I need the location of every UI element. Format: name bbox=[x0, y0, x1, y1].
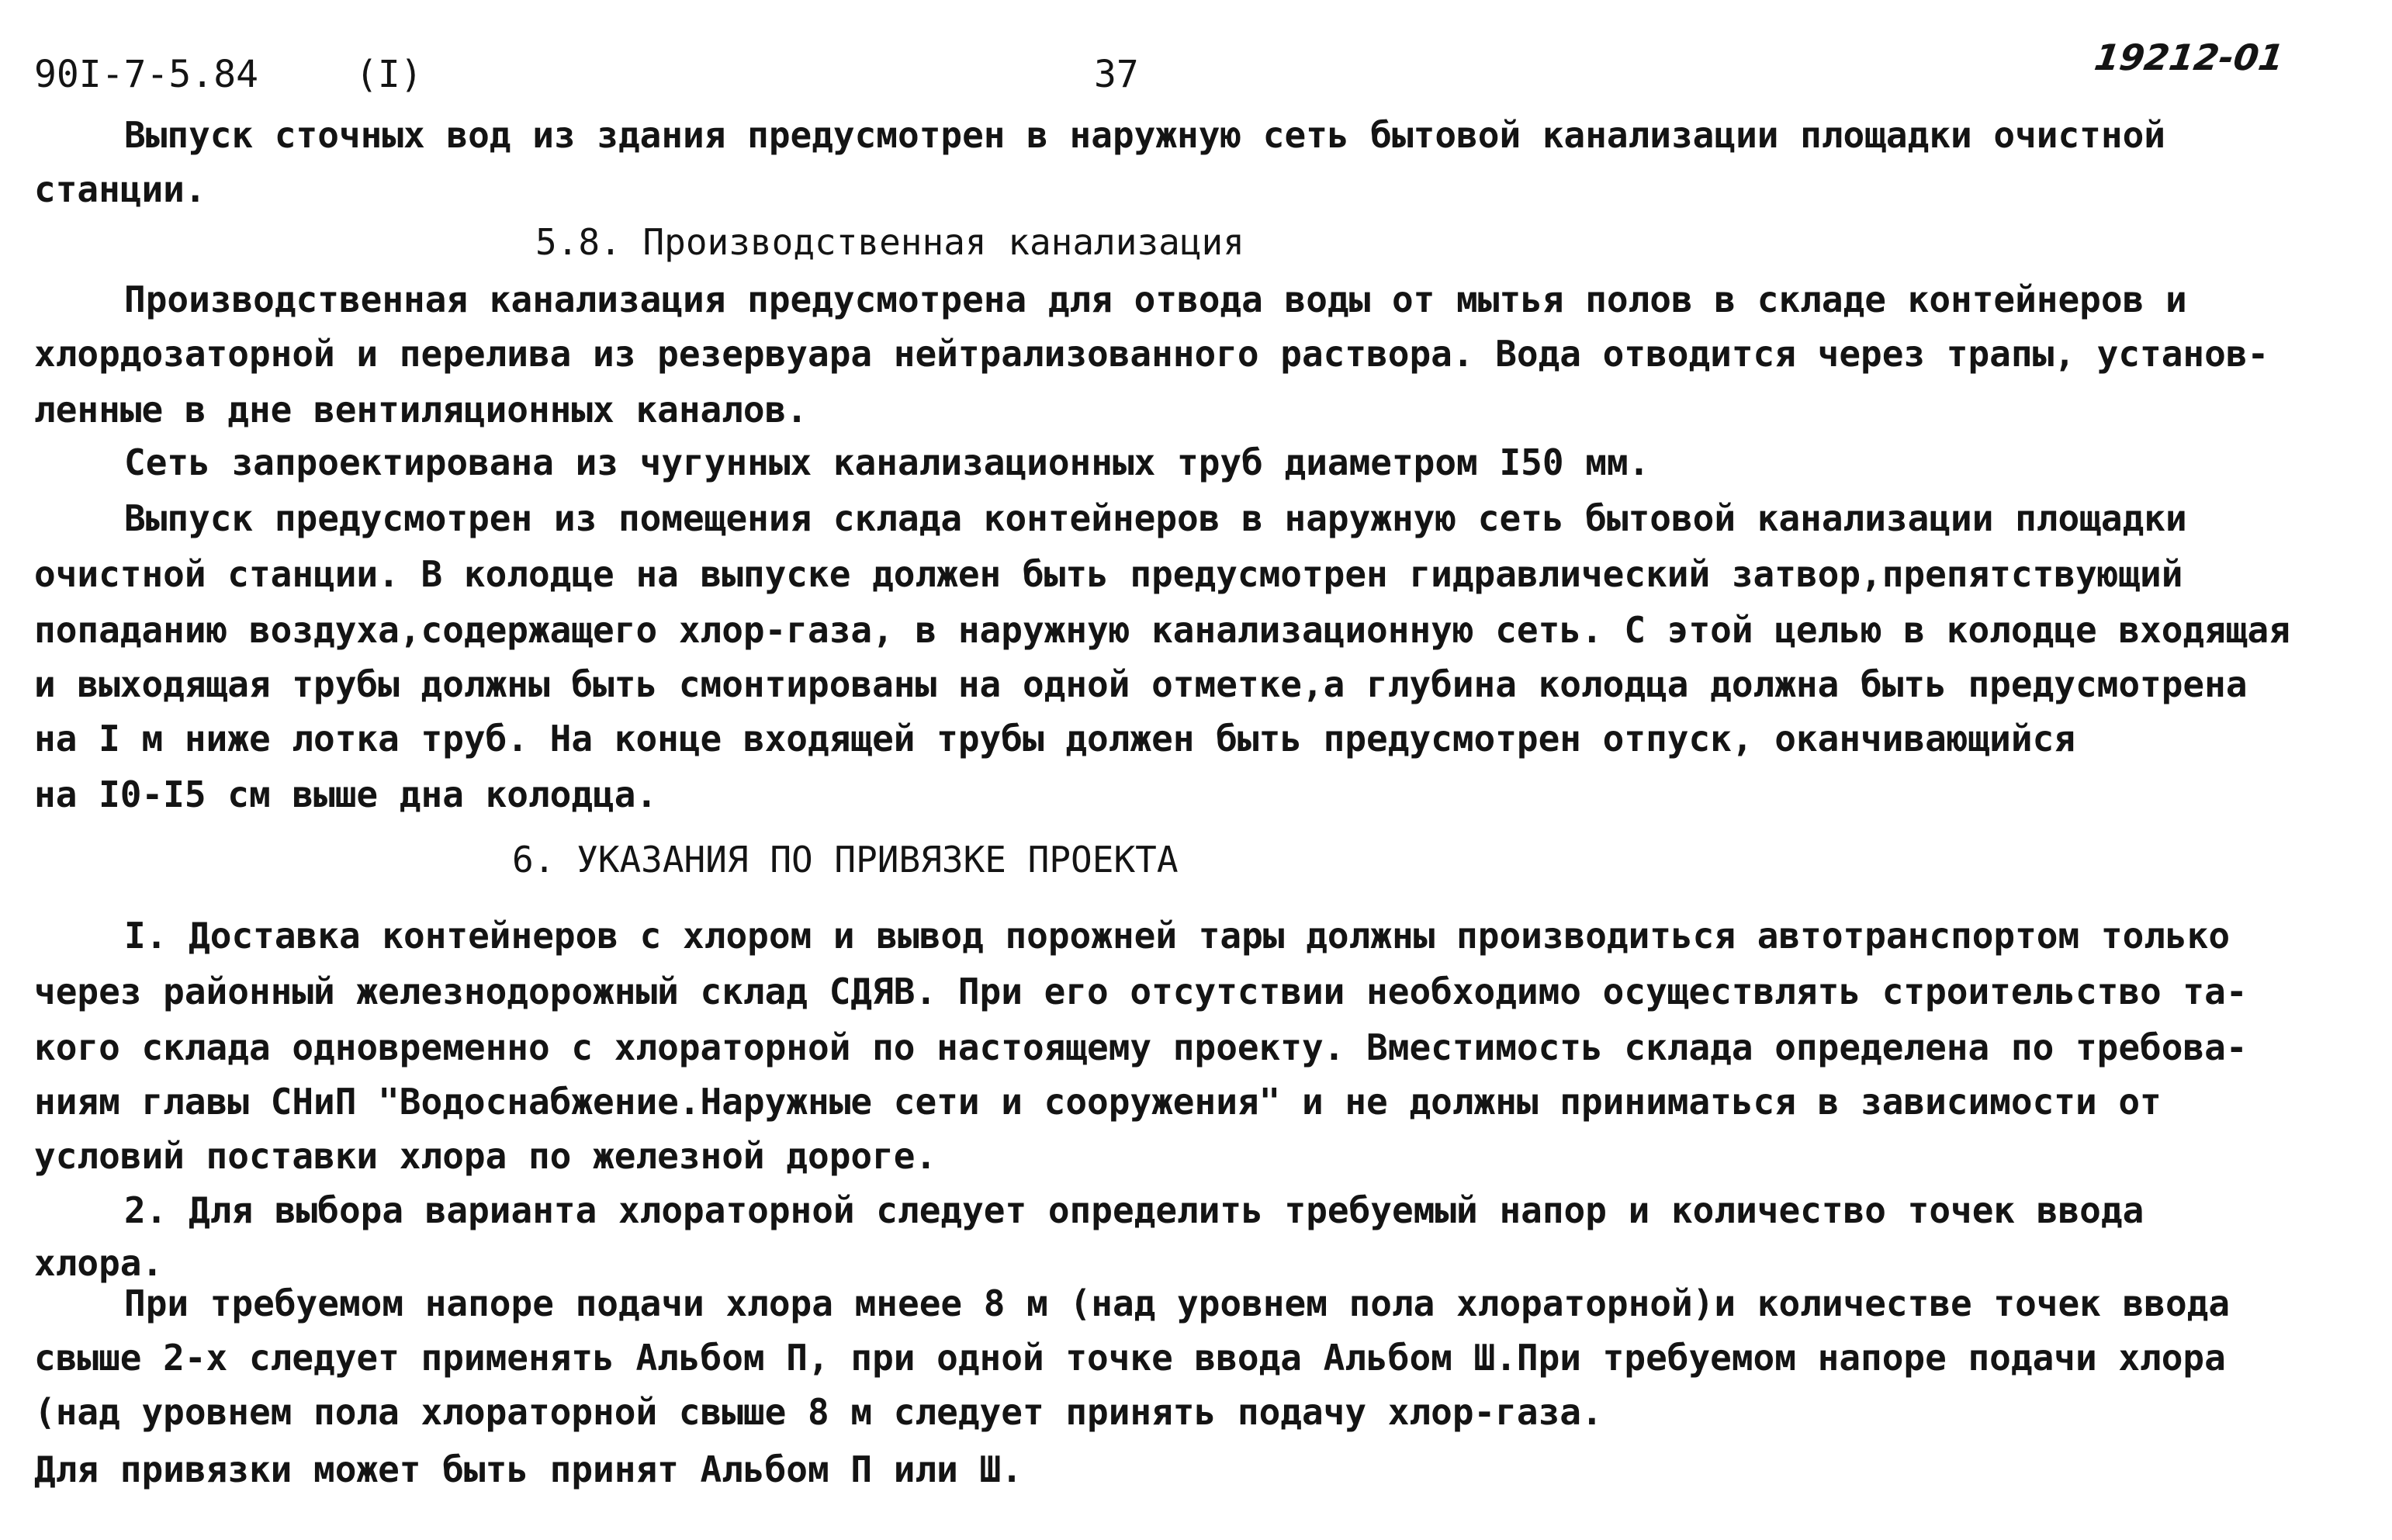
text-line: через районный железнодорожный склад СДЯВ. При его отсутствии необходимо осуществлять строительство та- bbox=[34, 971, 2248, 1012]
text-line: на I м ниже лотка труб. На конце входящей трубы должен быть предусмотрен отпуск, оканчивающийся bbox=[34, 718, 2075, 760]
text-line: Производственная канализация предусмотрена для отвода воды от мытья полов в складе контейнеров и bbox=[124, 279, 2187, 320]
text-line: 2. Для выбора варианта хлораторной следует определить требуемый напор и количество точек ввода bbox=[124, 1189, 2144, 1231]
text-line: Выпуск сточных вод из здания предусмотрен в наружную сеть бытовой канализации площадки очистной bbox=[124, 114, 2165, 156]
doc-part: (I) bbox=[355, 53, 423, 96]
text-line: ленные в дне вентиляционных каналов. bbox=[34, 389, 808, 431]
text-line: и выходящая трубы должны быть смонтированы на одной отметке,а глубина колодца должна быть предусмотрена bbox=[34, 663, 2248, 705]
text-line: Выпуск предусмотрен из помещения склада контейнеров в наружную сеть бытовой канализации площадки bbox=[124, 497, 2187, 539]
text-line: на I0-I5 см выше дна колодца. bbox=[34, 773, 658, 815]
doc-code: 90I-7-5.84 bbox=[34, 53, 258, 96]
text-line: кого склада одновременно с хлораторной по настоящему проекту. Вместимость склада определена по требова- bbox=[34, 1026, 2248, 1068]
text-line: условий поставки хлора по железной дороге. bbox=[34, 1135, 937, 1177]
text-line: Сеть запроектирована из чугунных канализационных труб диаметром I50 мм. bbox=[124, 441, 1650, 483]
text-line: хлордозаторной и перелива из резервуара нейтрализованного раствора. Вода отводится через трапы, установ- bbox=[34, 333, 2269, 375]
text-line: Для привязки может быть принят Альбом П или Ш. bbox=[34, 1448, 1023, 1490]
section-title: 6. УКАЗАНИЯ ПО ПРИВЯЗКЕ ПРОЕКТА bbox=[512, 839, 1179, 881]
page-number: 37 bbox=[1094, 53, 1139, 96]
text-line: станции. bbox=[34, 168, 206, 210]
text-line: ниям главы СНиП "Водоснабжение.Наружные сети и сооружения" и не должны приниматься в зависимости от bbox=[34, 1081, 2162, 1123]
text-line: свыше 2-х следует применять Альбом П, при одной точке ввода Альбом Ш.При требуемом напоре подачи хлора bbox=[34, 1337, 2226, 1379]
text-line: попаданию воздуха,содержащего хлор-газа, в наружную канализационную сеть. С этой целью в колодце входящая bbox=[34, 609, 2290, 651]
text-line: При требуемом напоре подачи хлора мнеее 8 м (над уровнем пола хлораторной)и количестве точек ввода bbox=[124, 1282, 2231, 1324]
text-line: очистной станции. В колодце на выпуске должен быть предусмотрен гидравлический затвор,препятствующий bbox=[34, 553, 2183, 595]
text-line: I. Доставка контейнеров с хлором и вывод порожней тары должны производиться автотранспортом только bbox=[124, 915, 2231, 957]
section-title: 5.8. Производственная канализация bbox=[535, 221, 1244, 263]
text-line: хлора. bbox=[34, 1242, 164, 1284]
text-line: (над уровнем пола хлораторной свыше 8 м следует принять подачу хлор-газа. bbox=[34, 1391, 1603, 1433]
handwritten-number: 19212-01 bbox=[2092, 36, 2286, 78]
